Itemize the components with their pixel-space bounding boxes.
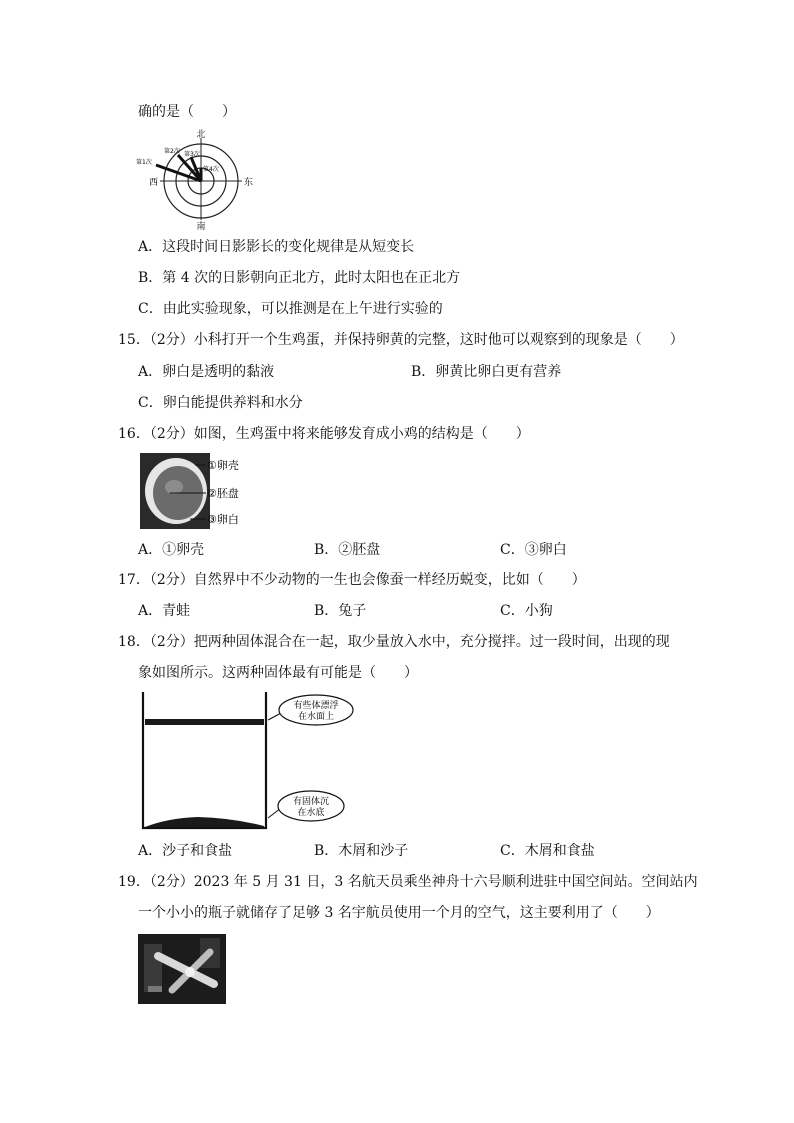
q17-option-a[interactable]: A．青蛙	[138, 603, 191, 619]
q14-east-label: 东	[244, 178, 254, 188]
q18-stem-line1: 18．（2分）把两种固体混合在一起，取少量放入水中，充分搅拌。过一段时间，出现的现	[118, 634, 670, 650]
q14-north-label: 北	[196, 130, 206, 140]
q14-option-b[interactable]: B．第 4 次的日影朝向正北方，此时太阳也在正北方	[138, 270, 461, 286]
q19-space-station-photo	[138, 934, 226, 1004]
q15-option-b[interactable]: B．卵黄比卵白更有营养	[411, 364, 562, 380]
q18-option-a[interactable]: A．沙子和食盐	[138, 843, 233, 859]
q19-stem-line1: 19．（2分）2023 年 5 月 31 日，3 名航天员乘坐神舟十六号顺利进驻中国空间站。空间站内	[118, 874, 698, 890]
q16-option-a[interactable]: A．①卵壳	[138, 542, 205, 558]
q17-option-b[interactable]: B．兔子	[314, 603, 367, 619]
q19-bottle-cap	[185, 967, 195, 977]
q18-option-c[interactable]: C．木屑和食盐	[500, 843, 595, 859]
q16-label-white: ③卵白	[207, 513, 239, 526]
q18-floating-layer	[145, 719, 264, 725]
q14-west-label: 西	[149, 178, 159, 188]
q14-mark-3: 第3次	[184, 151, 200, 158]
q18-sediment-layer	[145, 817, 264, 827]
q18-bubble-top-line1: 有些体漂浮	[293, 701, 339, 711]
q14-stem-tail: 确的是（ ）	[138, 104, 236, 120]
q17-stem: 17．（2分）自然界中不少动物的一生也会像蚕一样经历蜕变，比如（ ）	[118, 572, 586, 588]
q18-beaker-figure	[138, 690, 358, 835]
q14-option-c[interactable]: C．由此实验现象，可以推测是在上午进行实验的	[138, 301, 443, 317]
q18-option-b[interactable]: B．木屑和沙子	[314, 843, 409, 859]
q14-mark-2: 第2次	[164, 148, 180, 155]
q19-bracket	[148, 986, 162, 992]
q19-panel-left	[144, 944, 162, 992]
q14-south-label: 南	[196, 222, 206, 230]
q16-stem: 16．（2分）如图，生鸡蛋中将来能够发育成小鸡的结构是（ ）	[118, 426, 530, 442]
q18-bubble-bottom-line1: 有固体沉	[292, 797, 330, 807]
q14-mark-1: 第1次	[136, 159, 152, 166]
q16-egg-figure	[140, 453, 260, 529]
q19-stem-line2: 一个小小的瓶子就储存了足够 3 名宇航员使用一个月的空气，这主要利用了（ ）	[138, 905, 660, 921]
q18-bubble-bottom-line2: 在水底	[297, 808, 325, 818]
q15-option-a[interactable]: A．卵白是透明的黏液	[138, 364, 275, 380]
q18-bubble-top-line2: 在水面上	[297, 712, 335, 722]
q15-stem: 15．（2分）小科打开一个生鸡蛋，并保持卵黄的完整，这时他可以观察到的现象是（ ）	[118, 332, 684, 348]
q17-option-c[interactable]: C．小狗	[500, 603, 553, 619]
q18-beaker	[143, 692, 266, 828]
q14-option-a[interactable]: A．这段时间日影影长的变化规律是从短变长	[138, 239, 415, 255]
q16-option-c[interactable]: C．③卵白	[500, 542, 567, 558]
q16-label-shell: ①卵壳	[207, 459, 239, 472]
q16-label-disc: ②胚盘	[207, 487, 239, 500]
q14-mark-4: 第4次	[203, 166, 219, 173]
q15-option-c[interactable]: C．卵白能提供养料和水分	[138, 395, 303, 411]
q16-germinal-disc	[165, 480, 183, 494]
q14-shadow-diagram	[130, 128, 266, 230]
q18-stem-line2: 象如图所示。这两种固体最有可能是（ ）	[138, 665, 418, 681]
q16-option-b[interactable]: B．②胚盘	[314, 542, 381, 558]
